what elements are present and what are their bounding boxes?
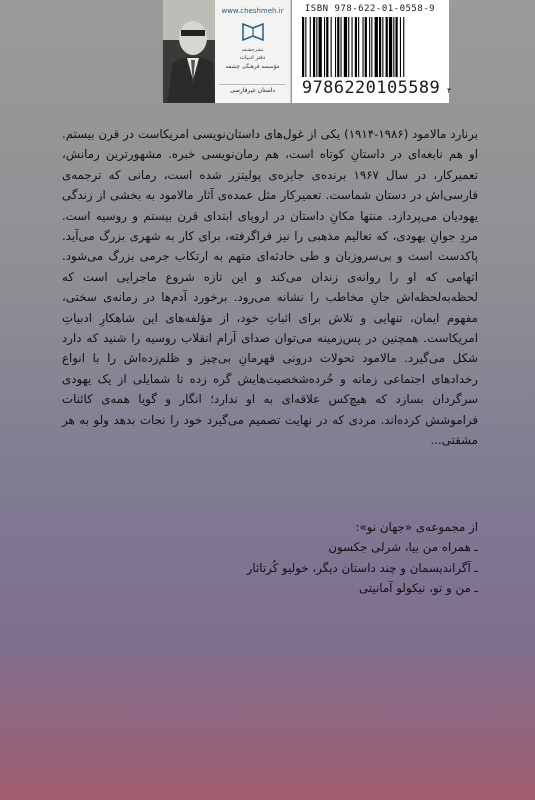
- series-heading: از مجموعه‌ی «جهان نو»:: [355, 520, 478, 534]
- barcode-bar: [319, 17, 322, 77]
- barcode-bar: [352, 17, 353, 77]
- barcode-bar: [371, 17, 372, 77]
- barcode-bar: [400, 17, 401, 77]
- barcode-bar: [403, 17, 404, 77]
- barcode-bar: [348, 17, 349, 77]
- book-category: داستان غیرفارسی: [219, 84, 286, 94]
- publisher-name: [219, 54, 286, 72]
- barcode-bar: [363, 17, 364, 77]
- series-item: ـ آگراندیسمان و چند داستان دیگر، خولیو کُرتاثار: [246, 560, 478, 575]
- isbn-label: ISBN 978-622-01-0558-9: [304, 4, 436, 14]
- barcode-bar: [386, 17, 388, 77]
- barcode-bar: [355, 17, 357, 77]
- publisher-line-1: دفتر ادبیات: [239, 55, 266, 61]
- series-item: ـ من و تو، نیکولو آمانیتی: [359, 581, 478, 596]
- back-cover-blurb: [62, 124, 478, 451]
- barcode-bar: [313, 17, 315, 77]
- side-mark: ۴: [447, 86, 452, 95]
- barcode-bar: [331, 17, 332, 77]
- barcode-bar: [324, 17, 325, 77]
- barcode-bar: [310, 17, 311, 77]
- publisher-line-2: مؤسسه فرهنگی چشمه: [225, 64, 280, 70]
- blurb-text: برنارد مالامود (۱۹۸۶-۱۹۱۴) یکی از غول‌های داستان‌نویسی امریکاست در قرن بیستم. او هم نابغه‌ای در داستانِ کوتاه است، هم رمان‌نویسی خبره. مشهورترین رمانش، تعمیرکار، در سال ۱۹۶۷ برنده‌ی جایزه‌ی پولیتزر شده است، رمانی که ترجمه‌ی فارسی‌اش در دستان شماست. تعمیرکار مثل عمده‌ی آثار مالامود به بخشی از زندگی یهودیان می‌پردازد. منتها مکانِ داستان در اروپای ابتدای قرن بیستم و روسیه است. مردِ جوانِ یهودی، که تعالیم مذهبی را نیز فراگرفته، برای کار به شهری بزرگ می‌آید. پاکدست است و بی‌سروزبان و طی حادثه‌ای متهم به ارتکاب جرمی بزرگ می‌شود. اتهامی که او را روانه‌ی زندان می‌کند و این تازه شروع ماجرایی است که لحظه‌به‌لحظه‌اش جانِ مخاطب را نشانه می‌رود. برخورد آدم‌ها در زمانه‌ی سختی، مفهوم ایمان، تنهایی و تلاش برای اثباتِ خود، از مؤلفه‌های این شاهکارِ ادبیاتِ امریکاست. همچنین در پس‌زمینه می‌توان صدای آرام انقلاب روسیه را شنید که دارد شکل می‌گیرد. مالامود تحولات درونی قهرمانِ بی‌چیز و ظلم‌زده‌اش را با انواع رخدادهای اجتماعی زمانه و خُرده‌شخصیت‌هایش گره زده تا شمایلی از یک یهودی سرگردان بسازد که هیچ‌کس علاقه‌ای به او ندارد؛ انگار و گویا همه‌ی کائنات فراموشش کرده‌اند. مردی که در نهایت تصمیم می‌گیرد خود را نجات بدهد ولو به هر مشقتی...: [62, 127, 479, 448]
- barcode-bar: [302, 17, 304, 77]
- barcode-bar: [341, 17, 342, 77]
- barcode-bar: [326, 17, 328, 77]
- publisher-logo-icon: [241, 22, 265, 42]
- barcode-bar: [396, 17, 398, 77]
- barcode-bar: [305, 17, 306, 77]
- barcode-block: [292, 0, 452, 103]
- barcode-bar: [382, 17, 383, 77]
- barcode-bar: [389, 17, 392, 77]
- barcode-bar: [379, 17, 381, 77]
- barcode-bar: [369, 17, 370, 77]
- barcode-bar: [316, 17, 317, 77]
- barcode-bar: [337, 17, 339, 77]
- barcode-bar: [393, 17, 394, 77]
- barcode-bar: [358, 17, 359, 77]
- publisher-url[interactable]: www.cheshmeh.ir: [221, 7, 284, 15]
- barcode-bar: [344, 17, 347, 77]
- barcode-digits: 9786220105589: [301, 78, 441, 98]
- barcode-icon: [300, 17, 440, 77]
- author-photo: [163, 0, 215, 103]
- barcode-bar: [365, 17, 367, 77]
- series-item: ـ همراه من بیا، شرلی جکسون: [328, 540, 478, 555]
- publisher-card: [215, 0, 291, 103]
- publisher-small-label: نشرچشمه: [241, 47, 264, 53]
- barcode-bar: [335, 17, 336, 77]
- barcode-bar: [375, 17, 378, 77]
- series-list: [62, 517, 478, 599]
